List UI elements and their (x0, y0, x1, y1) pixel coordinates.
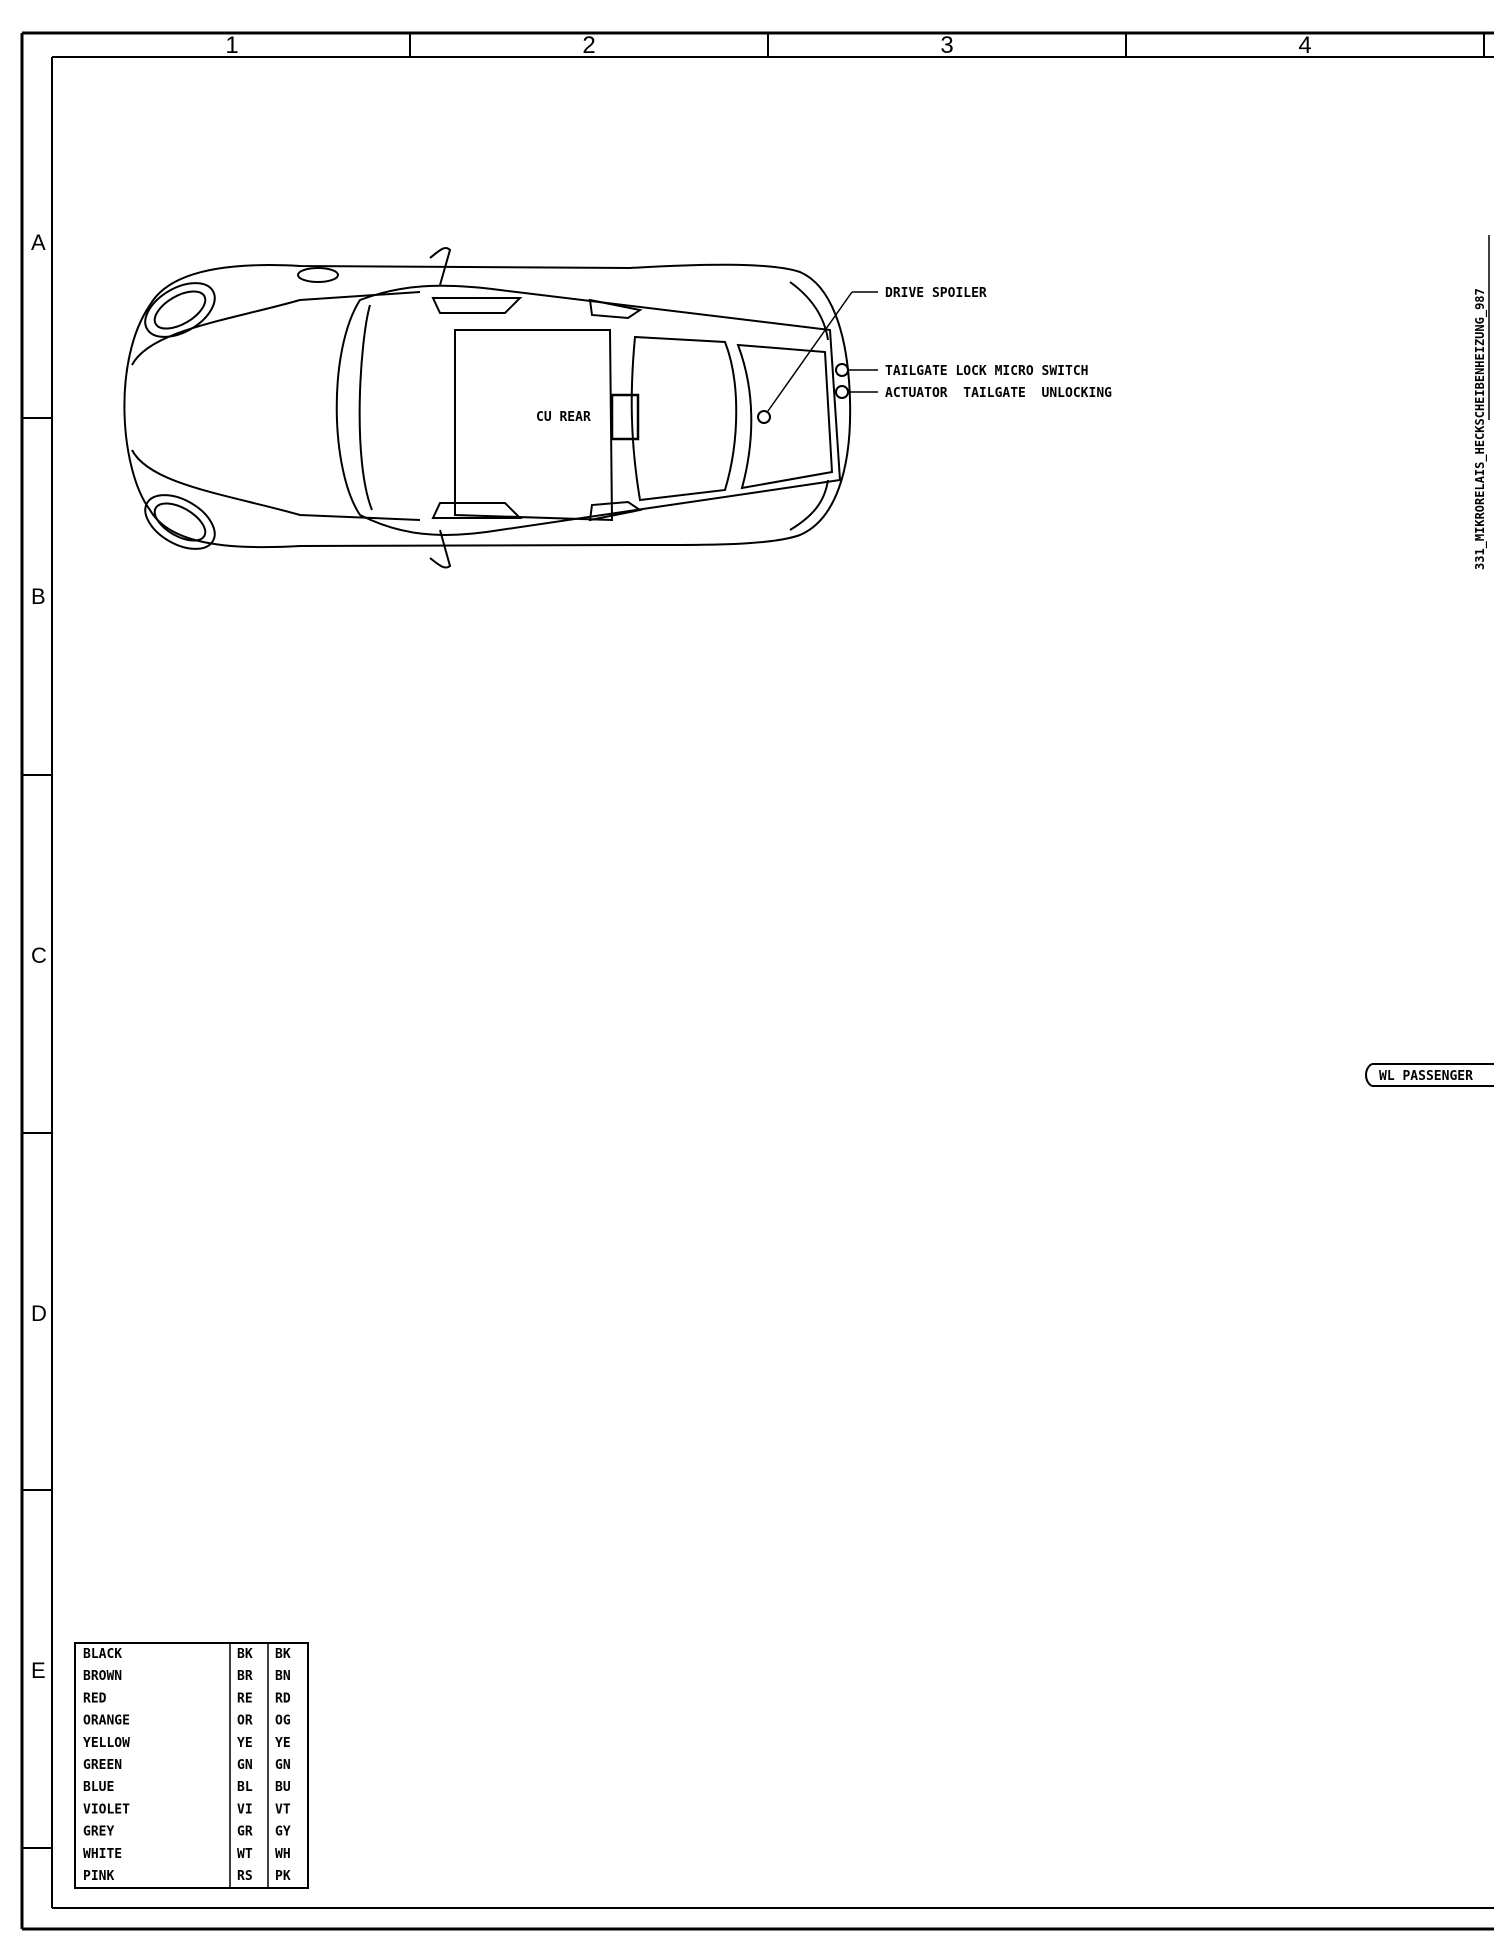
color-legend (75, 1643, 308, 1888)
wl-passenger-label: WL PASSENGER (1379, 1069, 1473, 1084)
legend-color-name: VIOLET (83, 1802, 130, 1818)
legend-code-de: BR (237, 1669, 253, 1685)
actuator-tailgate-connector (836, 386, 848, 398)
row-label-e: E (31, 1658, 46, 1683)
column-label-2: 2 (582, 32, 596, 59)
column-label-1: 1 (225, 32, 239, 59)
column-label-3: 3 (940, 32, 954, 59)
drive-spoiler-connector (758, 411, 770, 423)
legend-code-de: VI (237, 1802, 253, 1818)
legend-color-name: YELLOW (83, 1735, 130, 1751)
drawing-frame (22, 33, 1494, 1929)
legend-code-en: VT (275, 1802, 291, 1818)
car-top-view (124, 248, 850, 568)
row-label-b: B (31, 584, 46, 609)
legend-color-name: BLUE (83, 1780, 115, 1796)
legend-code-de: RS (237, 1869, 253, 1884)
column-label-4: 4 (1298, 32, 1312, 59)
legend-color-name: ORANGE (83, 1713, 130, 1729)
legend-code-de: GR (237, 1824, 253, 1840)
side-reference-label: 331_MIKRORELAIS_HECKSCHEIBENHEIZUNG_987 (1473, 288, 1487, 570)
legend-color-name: GREY (83, 1824, 115, 1840)
actuator-tailgate-label: ACTUATOR TAILGATE UNLOCKING (885, 386, 1112, 401)
legend-code-de: OR (237, 1713, 253, 1729)
legend-code-de: WT (237, 1846, 253, 1862)
legend-code-de: BK (237, 1647, 253, 1662)
legend-code-en: GY (275, 1824, 291, 1840)
legend-rows (83, 1647, 291, 1884)
legend-color-name: GREEN (83, 1758, 123, 1773)
tailgate-switch-connector (836, 364, 848, 376)
legend-code-de: YE (237, 1735, 253, 1751)
legend-color-name: PINK (83, 1869, 115, 1884)
row-label-a: A (31, 230, 46, 255)
legend-code-en: BN (275, 1669, 291, 1685)
legend-code-en: RD (275, 1691, 291, 1707)
legend-code-en: WH (275, 1846, 291, 1862)
legend-code-en: PK (275, 1869, 291, 1884)
legend-code-en: BU (275, 1780, 291, 1796)
legend-code-en: GN (275, 1758, 291, 1773)
legend-code-en: YE (275, 1735, 291, 1751)
row-label-c: C (31, 943, 47, 968)
legend-code-de: BL (237, 1780, 253, 1796)
cu-rear-label: CU REAR (536, 410, 591, 425)
legend-color-name: BLACK (83, 1647, 123, 1662)
legend-code-en: OG (275, 1713, 291, 1729)
tailgate-switch-label: TAILGATE LOCK MICRO SWITCH (885, 364, 1089, 379)
legend-color-name: RED (83, 1691, 107, 1707)
cu-rear-box (612, 395, 638, 439)
legend-code-en: BK (275, 1647, 291, 1662)
drive-spoiler-label: DRIVE SPOILER (885, 286, 987, 301)
legend-color-name: BROWN (83, 1669, 123, 1685)
legend-code-de: RE (237, 1691, 253, 1707)
legend-code-de: GN (237, 1758, 253, 1773)
legend-color-name: WHITE (83, 1846, 123, 1862)
row-label-d: D (31, 1301, 47, 1326)
